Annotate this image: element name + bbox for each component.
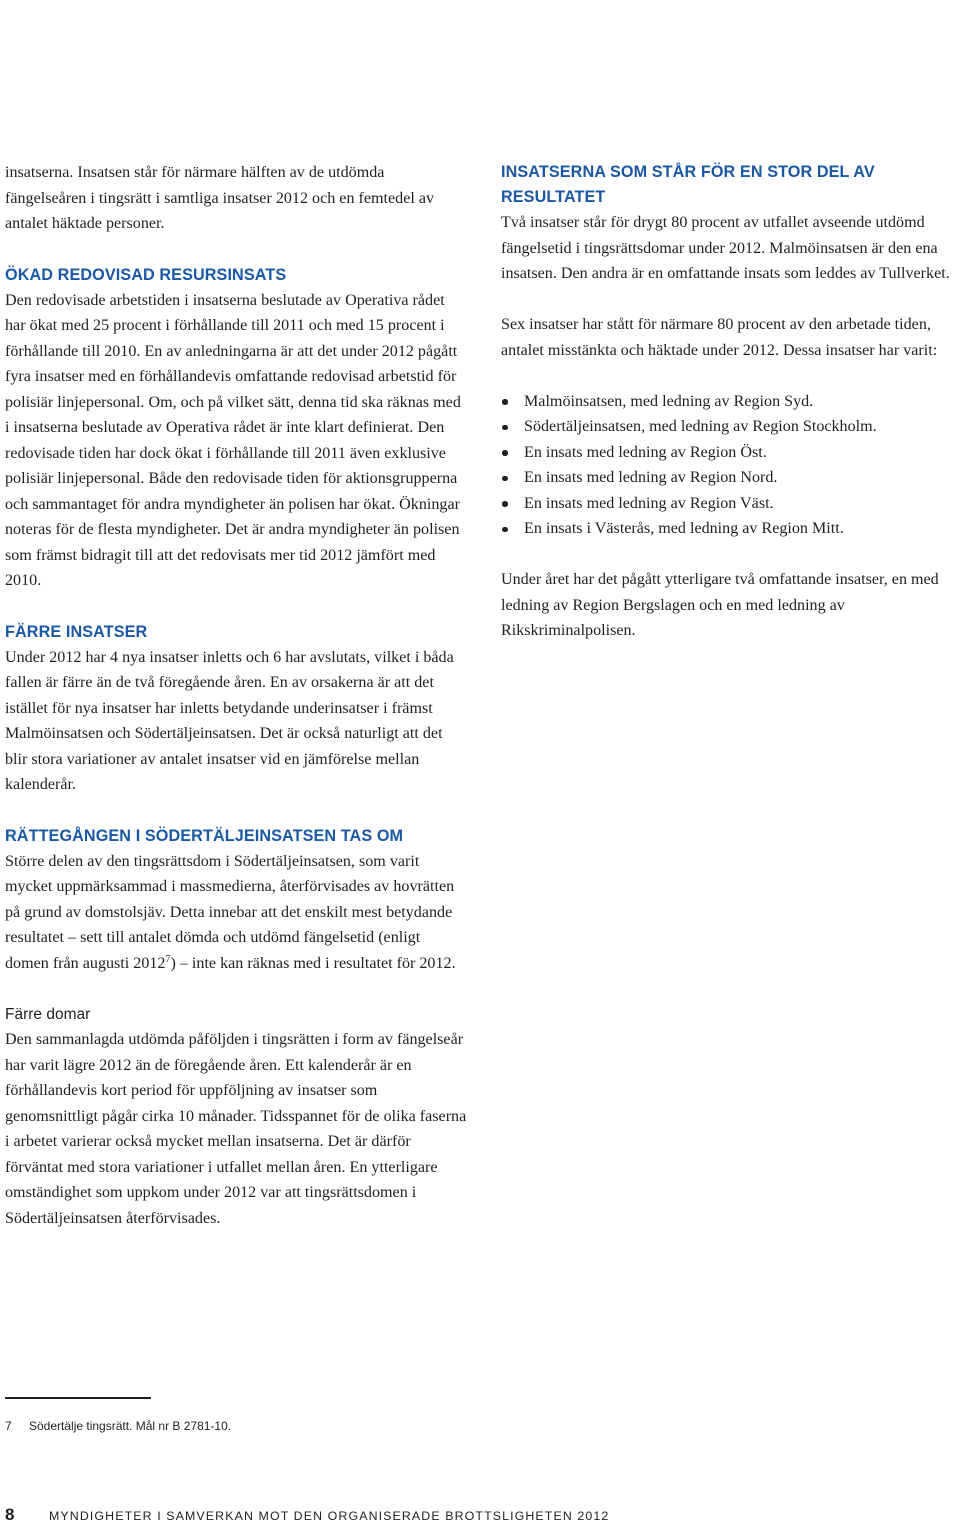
footnote-text: Södertälje tingsrätt. Mål nr B 2781-10. <box>29 1419 232 1433</box>
bullet-icon <box>502 501 508 507</box>
intro-paragraph: insatserna. Insatsen står för närmare hälften av de utdömda fängelseåren i tingsrätt i samtliga insatser 2012 och en femtedel av antalet häktade personer. <box>5 164 435 232</box>
rattegangen-text-end: ) – inte kan räknas med i resultatet för 2012. <box>170 954 456 972</box>
bullet-icon <box>502 450 508 456</box>
paragraph-farre-domar: Den sammanlagda utdömda påföljden i tingsrätten i form av fängelseår har varit lägre 2012 än de föregående åren. Ett kalenderår är en förhållandevis kort period för uppföljning av insatser som genomsnittligt pågår cirka 10 månader. Tidsspannet för de olika faserna i arbetet varierar också mycket mellan insatserna. Det är därför förväntat med stora variationer i utfallet mellan åren. En ytterligare omständighet som uppkom under 2012 var att tingsrättsdomen i Södertäljeinsatsen återförvisades. <box>5 1031 467 1227</box>
heading-farre-domar: Färre domar <box>5 1006 91 1023</box>
bullet-icon <box>502 399 508 405</box>
heading-insatserna-resultatet: INSATSERNA SOM STÅR FÖR EN STOR DEL AV RESULTATET <box>501 163 875 206</box>
bullet-icon <box>502 527 508 533</box>
heading-farre-insatser: FÄRRE INSATSER <box>5 622 148 641</box>
heading-rattegangen: RÄTTEGÅNGEN I SÖDERTÄLJEINSATSEN TAS OM <box>5 826 404 845</box>
page-footer <box>5 1505 705 1525</box>
list-item: En insats i Västerås, med ledning av Region Mitt. <box>501 516 956 542</box>
footnote-reference[interactable]: 7 <box>165 953 171 965</box>
list-item: Södertäljeinsatsen, med ledning av Region Stockholm. <box>501 414 956 440</box>
list-item: En insats med ledning av Region Öst. <box>501 440 956 466</box>
paragraph-okad-resursinsats: Den redovisade arbetstiden i insatserna beslutade av Operativa rådet har ökat med 25 procent i förhållande till 2011 och med 15 procent i förhållande till 2010. En av anledningarna är att det under 2012 pågått fyra insatser med en förhållandevis omfattande redovisad arbetstid för polisiär linjepersonal. Om, och på vilket sätt, denna tid ska räknas med i insatserna beslutade av Operativa rådet är inte klart definierat. Den redovisade tiden har dock ökat i förhållande till 2011 även exklusive polisiär linjepersonal. Både den redovisade tiden för aktionsgrupperna och sammantaget för andra myndigheter än polisen har ökat. Ökningar noteras för de flesta myndigheter. Det är andra myndigheter än polisen som främst bidragit till att det redovisats mer tid 2012 jämfört med 2010. <box>5 291 461 589</box>
bullet-icon <box>502 476 508 482</box>
paragraph-ytterligare-insatser: Under året har det pågått ytterligare två omfattande insatser, en med ledning av Region Bergslagen och en med ledning av Rikskriminalpolisen. <box>501 571 939 639</box>
footnote <box>5 1418 605 1434</box>
paragraph-farre-insatser: Under 2012 har 4 nya insatser inletts och 6 har avslutats, vilket i båda fallen är färre än de två föregående åren. En av orsakerna är att det istället för nya insatser har inletts betydande underinsatser i främst Malmöinsatsen och Södertäljeinsatsen. Det är också naturligt att det blir stora variationer av antalet insatser vid en jämförelse mellan kalenderår. <box>5 648 454 793</box>
running-title: MYNDIGHETER I SAMVERKAN MOT DEN ORGANISERADE BROTTSLIGHETEN 2012 <box>49 1509 610 1523</box>
bullet-icon <box>502 425 508 431</box>
rattegangen-text-start: Större delen av den tingsrättsdom i Södertäljeinsatsen, som varit mycket uppmärksammad i massmedierna, återförvisades av hovrätten på grund av domstolsjäv. Detta innebar att det enskilt mest betydande resultatet – sett till antalet dömda och utdömd fängelsetid (enligt domen från augusti 2012 <box>5 852 455 972</box>
page-number: 8 <box>5 1505 15 1524</box>
paragraph-sex-insatser: Sex insatser har stått för närmare 80 procent av den arbetade tiden, antalet misstänkta och häktade under 2012. Dessa insatser har varit: <box>501 316 938 359</box>
footnote-divider <box>5 1397 151 1399</box>
heading-okad-resursinsats: ÖKAD REDOVISAD RESURSINSATS <box>5 265 287 284</box>
list-item: En insats med ledning av Region Nord. <box>501 465 956 491</box>
list-item: En insats med ledning av Region Väst. <box>501 491 956 517</box>
left-column <box>5 160 467 1231</box>
paragraph-tva-insatser: Två insatser står för drygt 80 procent av utfallet avseende utdömd fängelsetid i tingsrättsdomar under 2012. Malmöinsatsen är den ena insatsen. Den andra är en omfattande insats som leddes av Tullverket. <box>501 214 950 282</box>
list-item: Malmöinsatsen, med ledning av Region Syd. <box>501 389 956 415</box>
paragraph-rattegangen <box>5 849 467 977</box>
right-column <box>501 160 956 644</box>
insatser-list <box>501 389 956 542</box>
footnote-number: 7 <box>5 1419 12 1433</box>
